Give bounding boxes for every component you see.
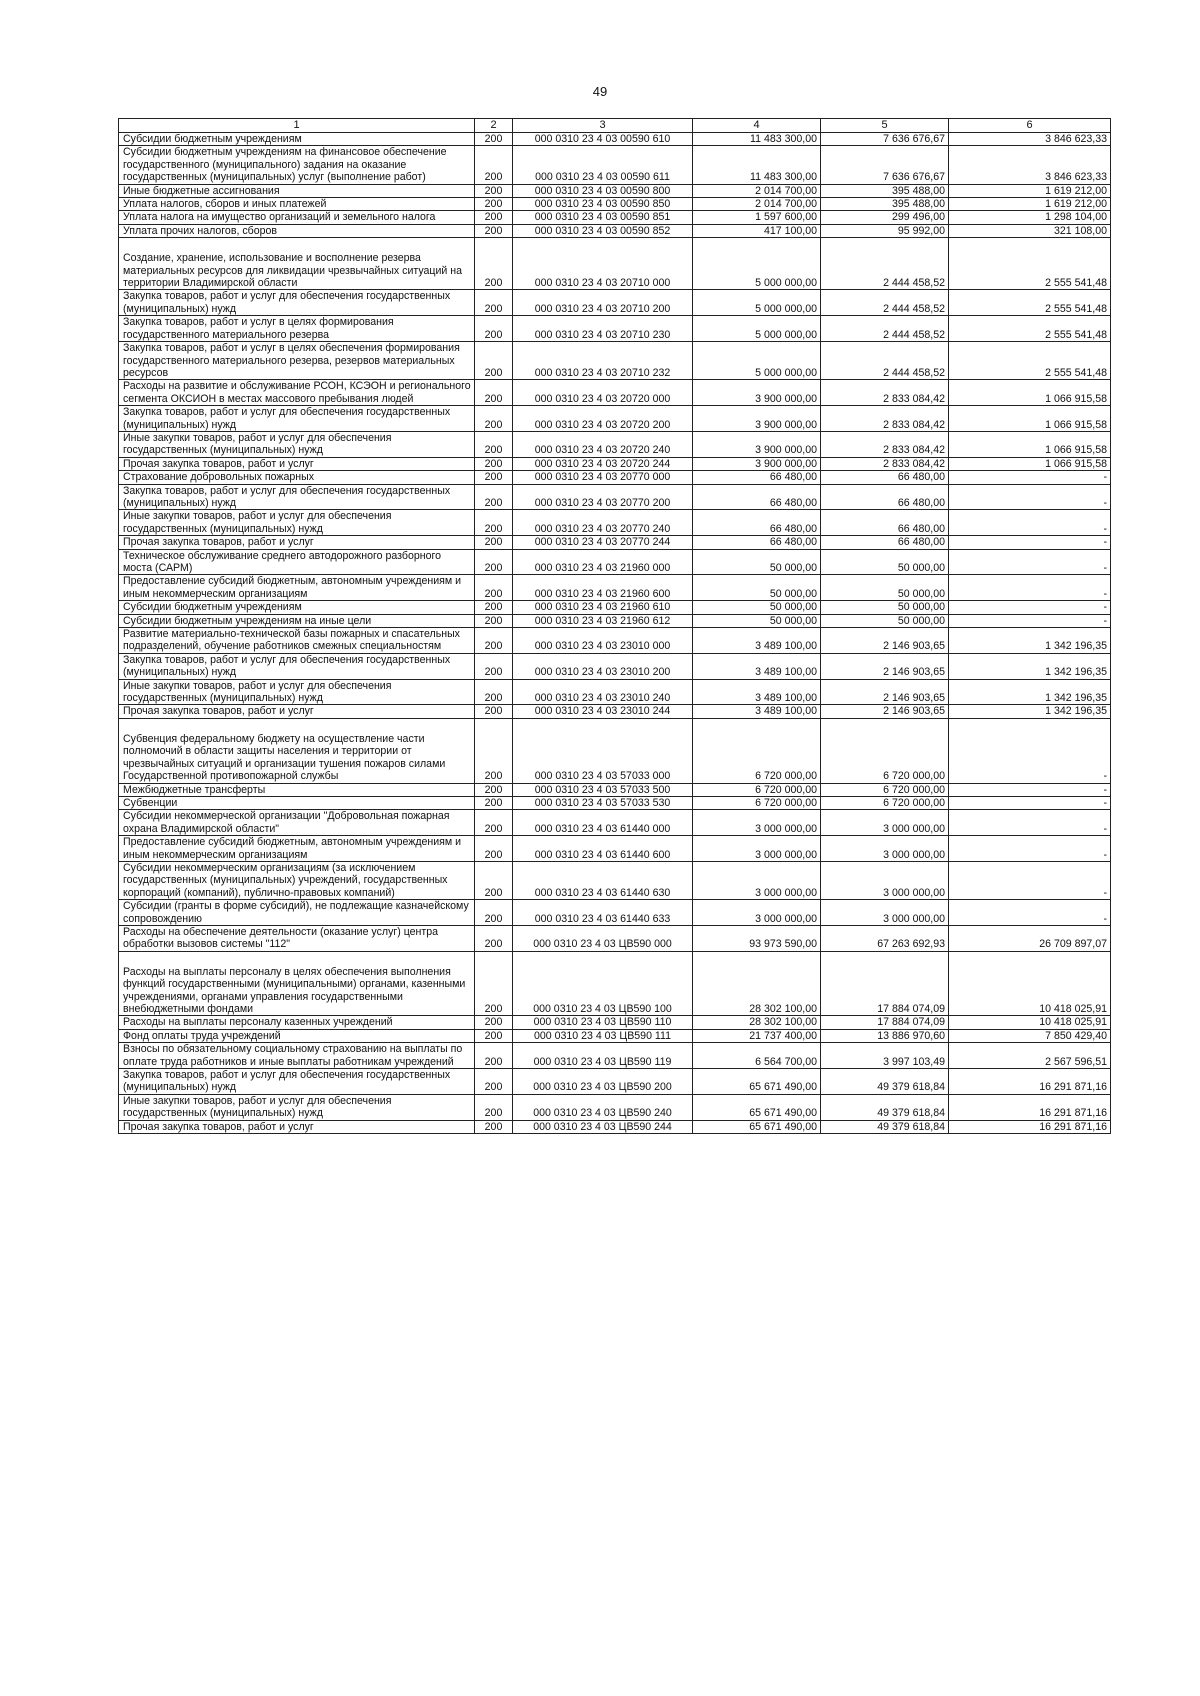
line-code: 200 [475, 211, 513, 224]
table-row [119, 224, 1111, 237]
budget-classification-code: 000 0310 23 4 03 21960 612 [513, 614, 693, 627]
approved-amount: 66 480,00 [693, 510, 821, 536]
line-code: 200 [475, 1069, 513, 1095]
approved-amount: 11 483 300,00 [693, 146, 821, 184]
executed-amount: 2 833 084,42 [821, 380, 949, 406]
table-row [119, 1043, 1111, 1069]
unexecuted-amount: - [949, 471, 1111, 484]
row-name: Субсидии бюджетным учреждениям [119, 601, 475, 614]
executed-amount: 66 480,00 [821, 471, 949, 484]
approved-amount: 417 100,00 [693, 224, 821, 237]
line-code: 200 [475, 484, 513, 510]
executed-amount: 50 000,00 [821, 549, 949, 575]
unexecuted-amount: 1 619 212,00 [949, 184, 1111, 197]
row-name: Расходы на выплаты персоналу казенных учреждений [119, 1016, 475, 1029]
executed-amount: 49 379 618,84 [821, 1094, 949, 1120]
budget-classification-code: 000 0310 23 4 03 00590 851 [513, 211, 693, 224]
executed-amount: 395 488,00 [821, 184, 949, 197]
line-code: 200 [475, 951, 513, 1016]
executed-amount: 50 000,00 [821, 614, 949, 627]
budget-classification-code: 000 0310 23 4 03 20710 200 [513, 290, 693, 316]
approved-amount: 21 737 400,00 [693, 1029, 821, 1042]
line-code: 200 [475, 810, 513, 836]
row-name: Прочая закупка товаров, работ и услуг [119, 705, 475, 718]
line-code: 200 [475, 718, 513, 783]
unexecuted-amount: 1 066 915,58 [949, 406, 1111, 432]
table-row [119, 1029, 1111, 1042]
executed-amount: 2 146 903,65 [821, 679, 949, 705]
budget-classification-code: 000 0310 23 4 03 20770 244 [513, 536, 693, 549]
unexecuted-amount: - [949, 601, 1111, 614]
table-row [119, 810, 1111, 836]
column-header-1: 1 [119, 119, 475, 133]
table-row [119, 653, 1111, 679]
executed-amount: 3 000 000,00 [821, 861, 949, 899]
unexecuted-amount: 26 709 897,07 [949, 925, 1111, 951]
line-code: 200 [475, 1094, 513, 1120]
line-code: 200 [475, 406, 513, 432]
table-row [119, 628, 1111, 654]
row-name: Иные закупки товаров, работ и услуг для обеспечения государственных (муниципальных) нужд [119, 510, 475, 536]
unexecuted-amount: 2 555 541,48 [949, 290, 1111, 316]
executed-amount: 95 992,00 [821, 224, 949, 237]
line-code: 200 [475, 198, 513, 211]
budget-classification-code: 000 0310 23 4 03 ЦВ590 244 [513, 1120, 693, 1133]
row-name: Прочая закупка товаров, работ и услуг [119, 457, 475, 470]
budget-classification-code: 000 0310 23 4 03 20770 000 [513, 471, 693, 484]
unexecuted-amount: - [949, 549, 1111, 575]
executed-amount: 3 000 000,00 [821, 836, 949, 862]
row-name: Закупка товаров, работ и услуг для обеспечения государственных (муниципальных) нужд [119, 653, 475, 679]
executed-amount: 13 886 970,60 [821, 1029, 949, 1042]
row-name: Межбюджетные трансферты [119, 783, 475, 796]
table-row [119, 836, 1111, 862]
budget-classification-code: 000 0310 23 4 03 20720 240 [513, 431, 693, 457]
row-name: Фонд оплаты труда учреждений [119, 1029, 475, 1042]
table-row [119, 1094, 1111, 1120]
row-name: Субвенция федеральному бюджету на осуществление части полномочий в области защиты населения и территории от чрезвычайных ситуаций и организации тушения пожаров силами Государственной противопожарной службы [119, 718, 475, 783]
approved-amount: 2 014 700,00 [693, 198, 821, 211]
executed-amount: 50 000,00 [821, 575, 949, 601]
line-code: 200 [475, 783, 513, 796]
unexecuted-amount: 3 846 623,33 [949, 133, 1111, 146]
row-name: Иные закупки товаров, работ и услуг для обеспечения государственных (муниципальных) нужд [119, 431, 475, 457]
line-code: 200 [475, 316, 513, 342]
table-row [119, 951, 1111, 1016]
table-row [119, 457, 1111, 470]
budget-classification-code: 000 0310 23 4 03 ЦВ590 119 [513, 1043, 693, 1069]
unexecuted-amount: 2 555 541,48 [949, 342, 1111, 380]
unexecuted-amount: 1 342 196,35 [949, 628, 1111, 654]
budget-classification-code: 000 0310 23 4 03 ЦВ590 110 [513, 1016, 693, 1029]
table-row [119, 431, 1111, 457]
approved-amount: 50 000,00 [693, 614, 821, 627]
row-name: Иные закупки товаров, работ и услуг для обеспечения государственных (муниципальных) нужд [119, 679, 475, 705]
unexecuted-amount: 2 555 541,48 [949, 316, 1111, 342]
row-name: Закупка товаров, работ и услуг для обеспечения государственных (муниципальных) нужд [119, 406, 475, 432]
unexecuted-amount: 1 298 104,00 [949, 211, 1111, 224]
approved-amount: 5 000 000,00 [693, 290, 821, 316]
table-row [119, 536, 1111, 549]
table-row [119, 705, 1111, 718]
unexecuted-amount: - [949, 718, 1111, 783]
unexecuted-amount: 1 342 196,35 [949, 679, 1111, 705]
row-name: Субсидии бюджетным учреждениям [119, 133, 475, 146]
approved-amount: 5 000 000,00 [693, 342, 821, 380]
executed-amount: 3 997 103,49 [821, 1043, 949, 1069]
line-code: 200 [475, 431, 513, 457]
line-code: 200 [475, 510, 513, 536]
row-name: Субсидии (гранты в форме субсидий), не подлежащие казначейскому сопровождению [119, 900, 475, 926]
table-row [119, 198, 1111, 211]
executed-amount: 17 884 074,09 [821, 951, 949, 1016]
approved-amount: 6 564 700,00 [693, 1043, 821, 1069]
budget-classification-code: 000 0310 23 4 03 00590 610 [513, 133, 693, 146]
budget-classification-code: 000 0310 23 4 03 00590 850 [513, 198, 693, 211]
approved-amount: 28 302 100,00 [693, 951, 821, 1016]
approved-amount: 66 480,00 [693, 536, 821, 549]
budget-classification-code: 000 0310 23 4 03 20710 000 [513, 238, 693, 290]
table-row [119, 1069, 1111, 1095]
line-code: 200 [475, 1029, 513, 1042]
executed-amount: 66 480,00 [821, 484, 949, 510]
row-name: Расходы на обеспечение деятельности (оказание услуг) центра обработки вызовов системы "112" [119, 925, 475, 951]
line-code: 200 [475, 471, 513, 484]
budget-classification-code: 000 0310 23 4 03 ЦВ590 111 [513, 1029, 693, 1042]
executed-amount: 2 444 458,52 [821, 342, 949, 380]
approved-amount: 3 000 000,00 [693, 900, 821, 926]
column-header-2: 2 [475, 119, 513, 133]
line-code: 200 [475, 549, 513, 575]
row-name: Субсидии бюджетным учреждениям на финансовое обеспечение государственного (муниципального) задания на оказание государственных (муниципальных) услуг (выполнение работ) [119, 146, 475, 184]
table-row [119, 510, 1111, 536]
line-code: 200 [475, 133, 513, 146]
budget-classification-code: 000 0310 23 4 03 57033 530 [513, 796, 693, 809]
executed-amount: 50 000,00 [821, 601, 949, 614]
executed-amount: 2 444 458,52 [821, 316, 949, 342]
budget-classification-code: 000 0310 23 4 03 23010 240 [513, 679, 693, 705]
executed-amount: 299 496,00 [821, 211, 949, 224]
table-row [119, 238, 1111, 290]
approved-amount: 3 000 000,00 [693, 810, 821, 836]
approved-amount: 3 000 000,00 [693, 861, 821, 899]
executed-amount: 7 636 676,67 [821, 146, 949, 184]
unexecuted-amount: 10 418 025,91 [949, 1016, 1111, 1029]
unexecuted-amount: 16 291 871,16 [949, 1094, 1111, 1120]
approved-amount: 11 483 300,00 [693, 133, 821, 146]
approved-amount: 5 000 000,00 [693, 316, 821, 342]
row-name: Субсидии некоммерческой организации "Добровольная пожарная охрана Владимирской области" [119, 810, 475, 836]
row-name: Расходы на развитие и обслуживание РСОН, КСЭОН и регионального сегмента ОКСИОН в местах массового пребывания людей [119, 380, 475, 406]
line-code: 200 [475, 380, 513, 406]
row-name: Субсидии некоммерческим организациям (за исключением государственных (муниципальных) учреждений, государственных корпораций (компаний), публично-правовых компаний) [119, 861, 475, 899]
row-name: Уплата налогов, сборов и иных платежей [119, 198, 475, 211]
table-row [119, 1016, 1111, 1029]
budget-classification-code: 000 0310 23 4 03 ЦВ590 200 [513, 1069, 693, 1095]
line-code: 200 [475, 796, 513, 809]
row-name: Прочая закупка товаров, работ и услуг [119, 536, 475, 549]
budget-classification-code: 000 0310 23 4 03 61440 633 [513, 900, 693, 926]
approved-amount: 6 720 000,00 [693, 796, 821, 809]
column-number-row [119, 119, 1111, 133]
page-number: 49 [592, 84, 608, 99]
approved-amount: 50 000,00 [693, 601, 821, 614]
approved-amount: 3 900 000,00 [693, 431, 821, 457]
unexecuted-amount: 1 619 212,00 [949, 198, 1111, 211]
approved-amount: 65 671 490,00 [693, 1094, 821, 1120]
executed-amount: 2 833 084,42 [821, 431, 949, 457]
table-row [119, 133, 1111, 146]
row-name: Закупка товаров, работ и услуг для обеспечения государственных (муниципальных) нужд [119, 290, 475, 316]
unexecuted-amount: - [949, 861, 1111, 899]
unexecuted-amount: 10 418 025,91 [949, 951, 1111, 1016]
column-header-6: 6 [949, 119, 1111, 133]
line-code: 200 [475, 290, 513, 316]
line-code: 200 [475, 457, 513, 470]
unexecuted-amount: 1 066 915,58 [949, 457, 1111, 470]
line-code: 200 [475, 900, 513, 926]
line-code: 200 [475, 601, 513, 614]
approved-amount: 3 900 000,00 [693, 457, 821, 470]
table-row [119, 1120, 1111, 1133]
unexecuted-amount: 1 342 196,35 [949, 653, 1111, 679]
approved-amount: 50 000,00 [693, 549, 821, 575]
executed-amount: 2 444 458,52 [821, 238, 949, 290]
executed-amount: 67 263 692,93 [821, 925, 949, 951]
row-name: Уплата налога на имущество организаций и земельного налога [119, 211, 475, 224]
approved-amount: 3 489 100,00 [693, 653, 821, 679]
approved-amount: 3 000 000,00 [693, 836, 821, 862]
line-code: 200 [475, 628, 513, 654]
executed-amount: 6 720 000,00 [821, 718, 949, 783]
table-row [119, 575, 1111, 601]
executed-amount: 6 720 000,00 [821, 783, 949, 796]
approved-amount: 2 014 700,00 [693, 184, 821, 197]
budget-classification-code: 000 0310 23 4 03 ЦВ590 100 [513, 951, 693, 1016]
column-header-4: 4 [693, 119, 821, 133]
budget-classification-code: 000 0310 23 4 03 61440 000 [513, 810, 693, 836]
executed-amount: 2 833 084,42 [821, 457, 949, 470]
unexecuted-amount: - [949, 510, 1111, 536]
budget-classification-code: 000 0310 23 4 03 20720 244 [513, 457, 693, 470]
row-name: Взносы по обязательному социальному страхованию на выплаты по оплате труда работников и иные выплаты работникам учреждений [119, 1043, 475, 1069]
executed-amount: 66 480,00 [821, 510, 949, 536]
executed-amount: 2 146 903,65 [821, 705, 949, 718]
unexecuted-amount: 321 108,00 [949, 224, 1111, 237]
table-row [119, 718, 1111, 783]
executed-amount: 49 379 618,84 [821, 1120, 949, 1133]
budget-classification-code: 000 0310 23 4 03 61440 600 [513, 836, 693, 862]
budget-classification-code: 000 0310 23 4 03 21960 000 [513, 549, 693, 575]
executed-amount: 66 480,00 [821, 536, 949, 549]
table-row [119, 925, 1111, 951]
budget-classification-code: 000 0310 23 4 03 57033 500 [513, 783, 693, 796]
unexecuted-amount: - [949, 783, 1111, 796]
budget-classification-code: 000 0310 23 4 03 00590 852 [513, 224, 693, 237]
line-code: 200 [475, 575, 513, 601]
unexecuted-amount: - [949, 810, 1111, 836]
row-name: Создание, хранение, использование и восполнение резерва материальных ресурсов для ликвидации чрезвычайных ситуаций на территории Владимирской области [119, 238, 475, 290]
unexecuted-amount: - [949, 484, 1111, 510]
line-code: 200 [475, 679, 513, 705]
line-code: 200 [475, 861, 513, 899]
approved-amount: 65 671 490,00 [693, 1069, 821, 1095]
unexecuted-amount: 1 066 915,58 [949, 431, 1111, 457]
row-name: Развитие материально-технической базы пожарных и спасательных подразделений, обучение работников смежных специальностям [119, 628, 475, 654]
row-name: Субвенции [119, 796, 475, 809]
line-code: 200 [475, 836, 513, 862]
executed-amount: 7 636 676,67 [821, 133, 949, 146]
budget-classification-code: 000 0310 23 4 03 20710 232 [513, 342, 693, 380]
executed-amount: 17 884 074,09 [821, 1016, 949, 1029]
approved-amount: 1 597 600,00 [693, 211, 821, 224]
column-header-3: 3 [513, 119, 693, 133]
line-code: 200 [475, 184, 513, 197]
table-row [119, 900, 1111, 926]
budget-execution-table [118, 118, 1111, 1134]
row-name: Иные бюджетные ассигнования [119, 184, 475, 197]
line-code: 200 [475, 705, 513, 718]
approved-amount: 65 671 490,00 [693, 1120, 821, 1133]
table-row [119, 796, 1111, 809]
table-row [119, 614, 1111, 627]
unexecuted-amount: - [949, 614, 1111, 627]
table-row [119, 146, 1111, 184]
row-name: Техническое обслуживание среднего автодорожного разборного моста (САРМ) [119, 549, 475, 575]
approved-amount: 66 480,00 [693, 484, 821, 510]
budget-classification-code: 000 0310 23 4 03 00590 800 [513, 184, 693, 197]
line-code: 200 [475, 536, 513, 549]
budget-classification-code: 000 0310 23 4 03 20770 240 [513, 510, 693, 536]
table-row [119, 861, 1111, 899]
table-row [119, 211, 1111, 224]
budget-classification-code: 000 0310 23 4 03 23010 200 [513, 653, 693, 679]
unexecuted-amount: 1 342 196,35 [949, 705, 1111, 718]
approved-amount: 66 480,00 [693, 471, 821, 484]
budget-classification-code: 000 0310 23 4 03 23010 244 [513, 705, 693, 718]
budget-classification-code: 000 0310 23 4 03 ЦВ590 000 [513, 925, 693, 951]
table-row [119, 316, 1111, 342]
line-code: 200 [475, 1016, 513, 1029]
approved-amount: 28 302 100,00 [693, 1016, 821, 1029]
budget-classification-code: 000 0310 23 4 03 21960 610 [513, 601, 693, 614]
row-name: Страхование добровольных пожарных [119, 471, 475, 484]
approved-amount: 3 900 000,00 [693, 380, 821, 406]
table-row [119, 342, 1111, 380]
row-name: Уплата прочих налогов, сборов [119, 224, 475, 237]
budget-classification-code: 000 0310 23 4 03 57033 000 [513, 718, 693, 783]
table-row [119, 184, 1111, 197]
unexecuted-amount: 2 555 541,48 [949, 238, 1111, 290]
row-name: Расходы на выплаты персоналу в целях обеспечения выполнения функций государственными (муниципальными) органами, казенными учреждениями, органами управления государственными внебюджетными фондами [119, 951, 475, 1016]
table-row [119, 783, 1111, 796]
table-row [119, 380, 1111, 406]
table-row [119, 471, 1111, 484]
executed-amount: 395 488,00 [821, 198, 949, 211]
unexecuted-amount: - [949, 796, 1111, 809]
table-row [119, 406, 1111, 432]
executed-amount: 3 000 000,00 [821, 810, 949, 836]
row-name: Предоставление субсидий бюджетным, автономным учреждениям и иным некоммерческим организациям [119, 575, 475, 601]
approved-amount: 3 489 100,00 [693, 628, 821, 654]
table-row [119, 484, 1111, 510]
table-row [119, 549, 1111, 575]
line-code: 200 [475, 238, 513, 290]
line-code: 200 [475, 925, 513, 951]
unexecuted-amount: - [949, 575, 1111, 601]
table-row [119, 601, 1111, 614]
column-header-5: 5 [821, 119, 949, 133]
row-name: Предоставление субсидий бюджетным, автономным учреждениям и иным некоммерческим организациям [119, 836, 475, 862]
budget-classification-code: 000 0310 23 4 03 61440 630 [513, 861, 693, 899]
unexecuted-amount: - [949, 900, 1111, 926]
row-name: Закупка товаров, работ и услуг для обеспечения государственных (муниципальных) нужд [119, 1069, 475, 1095]
executed-amount: 2 146 903,65 [821, 628, 949, 654]
approved-amount: 6 720 000,00 [693, 718, 821, 783]
executed-amount: 3 000 000,00 [821, 900, 949, 926]
approved-amount: 93 973 590,00 [693, 925, 821, 951]
table-row [119, 679, 1111, 705]
row-name: Прочая закупка товаров, работ и услуг [119, 1120, 475, 1133]
budget-classification-code: 000 0310 23 4 03 20770 200 [513, 484, 693, 510]
budget-classification-code: 000 0310 23 4 03 20720 000 [513, 380, 693, 406]
unexecuted-amount: 3 846 623,33 [949, 146, 1111, 184]
unexecuted-amount: - [949, 536, 1111, 549]
executed-amount: 49 379 618,84 [821, 1069, 949, 1095]
budget-table-container [118, 118, 1110, 1134]
approved-amount: 50 000,00 [693, 575, 821, 601]
approved-amount: 3 489 100,00 [693, 679, 821, 705]
executed-amount: 2 444 458,52 [821, 290, 949, 316]
row-name: Закупка товаров, работ и услуг в целях обеспечения формирования государственного материального резерва, резервов материальных ресурсов [119, 342, 475, 380]
unexecuted-amount: 1 066 915,58 [949, 380, 1111, 406]
approved-amount: 6 720 000,00 [693, 783, 821, 796]
executed-amount: 2 833 084,42 [821, 406, 949, 432]
unexecuted-amount: 2 567 596,51 [949, 1043, 1111, 1069]
executed-amount: 6 720 000,00 [821, 796, 949, 809]
row-name: Иные закупки товаров, работ и услуг для обеспечения государственных (муниципальных) нужд [119, 1094, 475, 1120]
unexecuted-amount: 7 850 429,40 [949, 1029, 1111, 1042]
unexecuted-amount: 16 291 871,16 [949, 1069, 1111, 1095]
row-name: Закупка товаров, работ и услуг для обеспечения государственных (муниципальных) нужд [119, 484, 475, 510]
row-name: Закупка товаров, работ и услуг в целях формирования государственного материального резерва [119, 316, 475, 342]
budget-classification-code: 000 0310 23 4 03 21960 600 [513, 575, 693, 601]
table-row [119, 290, 1111, 316]
unexecuted-amount: - [949, 836, 1111, 862]
approved-amount: 5 000 000,00 [693, 238, 821, 290]
line-code: 200 [475, 342, 513, 380]
unexecuted-amount: 16 291 871,16 [949, 1120, 1111, 1133]
budget-classification-code: 000 0310 23 4 03 20710 230 [513, 316, 693, 342]
line-code: 200 [475, 653, 513, 679]
executed-amount: 2 146 903,65 [821, 653, 949, 679]
line-code: 200 [475, 146, 513, 184]
approved-amount: 3 900 000,00 [693, 406, 821, 432]
row-name: Субсидии бюджетным учреждениям на иные цели [119, 614, 475, 627]
line-code: 200 [475, 1043, 513, 1069]
budget-classification-code: 000 0310 23 4 03 ЦВ590 240 [513, 1094, 693, 1120]
budget-classification-code: 000 0310 23 4 03 23010 000 [513, 628, 693, 654]
line-code: 200 [475, 224, 513, 237]
budget-classification-code: 000 0310 23 4 03 20720 200 [513, 406, 693, 432]
approved-amount: 3 489 100,00 [693, 705, 821, 718]
budget-classification-code: 000 0310 23 4 03 00590 611 [513, 146, 693, 184]
line-code: 200 [475, 1120, 513, 1133]
line-code: 200 [475, 614, 513, 627]
